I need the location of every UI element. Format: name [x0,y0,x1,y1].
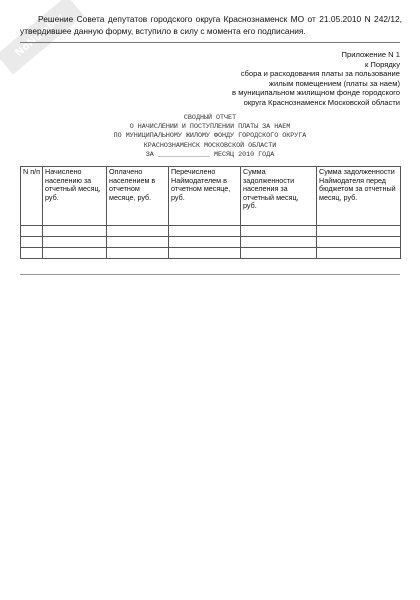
table-cell [241,248,317,259]
column-header: Сумма задолженности Наймодателя перед бюджетом за отчетный месяц, руб. [317,167,401,226]
title-line: СВОДНЫЙ ОТЧЕТ [183,114,237,122]
table-cell [43,237,107,248]
appendix-line: к Порядку [365,59,400,69]
table-row [21,226,401,237]
table-cell [241,237,317,248]
appendix-line: жилым помещением (платы за наем) [268,78,400,88]
table-row [21,248,401,259]
column-header: N п/п [21,167,43,226]
report-title [40,114,380,160]
title-line: ЗА _____________ МЕСЯЦ 2010 ГОДА [145,150,275,159]
table-cell [107,226,169,237]
table-cell [169,248,241,259]
report-table [20,166,401,259]
table-cell [241,226,317,237]
table-cell [317,226,401,237]
appendix-line: Приложение N 1 [341,50,400,59]
appendix-line: сбора и расходования платы за пользование [240,69,400,78]
table-cell [21,226,43,237]
appendix-line: в муниципальном жилищном фонде городского [232,88,400,97]
title-line: ПО МУНИЦИПАЛЬНОМУ ЖИЛОМУ ФОНДУ ГОРОДСКОГО ОКРУГА [113,132,307,141]
column-header: Сумма задолженности населения за отчетный месяц, руб. [241,167,317,226]
appendix-block [160,50,400,107]
table-row [21,237,401,248]
table-cell [169,237,241,248]
watermark: NoNumber [0,0,84,75]
table-cell [169,226,241,237]
table-cell [43,248,107,259]
table-cell [107,237,169,248]
decision-note: Решение Совета депутатов городского округа Краснознаменск МО от 21.05.2010 N 242/12, утвердившее данную форму, вступило в силу с момента его подписания. [20,14,402,36]
table-cell [21,248,43,259]
divider [20,274,400,275]
table-cell [317,237,401,248]
divider [20,42,400,43]
column-header: Начислено населению за отчетный месяц, руб. [43,167,107,226]
appendix-line: округа Краснознаменск Московской области [243,97,400,107]
title-line: КРАСНОЗНАМЕНСК МОСКОВСКОЙ ОБЛАСТИ [143,141,277,150]
table-cell [43,226,107,237]
table-header-row [21,167,401,226]
column-header: Перечислено Наймодателем в отчетном месяце, руб. [169,167,241,226]
title-line: О НАЧИСЛЕНИИ И ПОСТУПЛЕНИИ ПЛАТЫ ЗА НАЕМ [129,123,291,132]
table-cell [317,248,401,259]
column-header: Оплачено населением в отчетном месяце, руб. [107,167,169,226]
table-cell [107,248,169,259]
table-cell [21,237,43,248]
